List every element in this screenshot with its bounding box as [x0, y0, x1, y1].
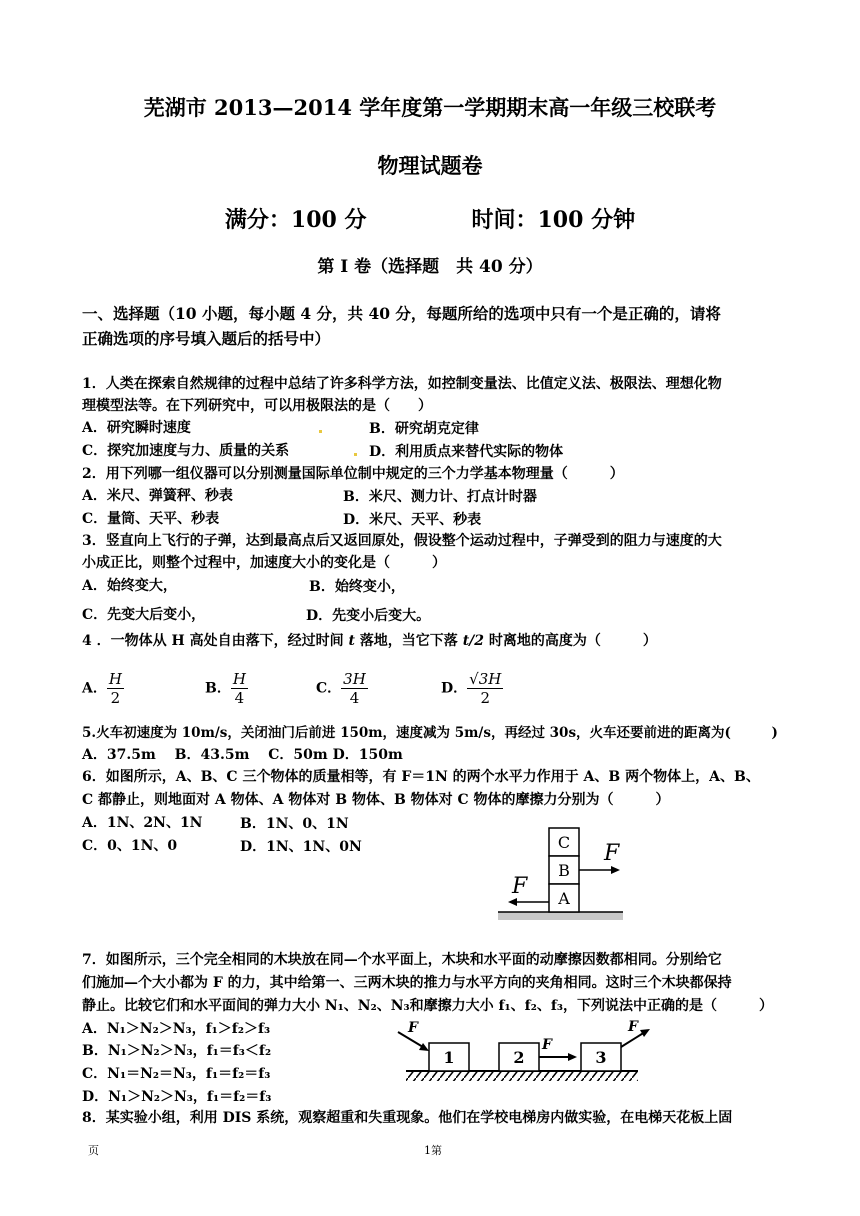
- q3-stem-2: 小成正比，则整个过程中，加速度大小的变化是（ ）: [82, 555, 446, 571]
- q7-stem-1: 7．如图所示，三个完全相同的木块放在同—个水平面上，木块和水平面的动摩擦因数都相同。分别给它: [82, 952, 722, 968]
- ground-hatch: [406, 1071, 638, 1081]
- q1-option-c: C．探究加速度与力、质量的关系: [82, 443, 290, 459]
- q2-option-c: C．量筒、天平、秒表: [82, 511, 220, 527]
- q6-option-a: A．1N、2N、1N: [82, 815, 203, 831]
- section-instruction-1: 一、选择题（10 小题，每小题 4 分，共 40 分，每题所给的选项中只有一个是正确的，请将: [82, 304, 721, 323]
- stray-dot: [354, 453, 357, 456]
- page-number: 1第: [424, 1144, 442, 1157]
- exam-meta: [0, 203, 860, 234]
- block-3-label: 3: [595, 1048, 607, 1067]
- q1-option-b: B．研究胡克定律: [369, 421, 479, 437]
- force-arrowhead-1: [419, 1043, 429, 1051]
- full-score: 满分：100 分: [224, 207, 367, 233]
- q6-option-b: B．1N、0、1N: [240, 816, 349, 832]
- force-arrowhead-right: [611, 866, 620, 874]
- stray-dot: [319, 430, 322, 433]
- q8-stem-1: 8．某实验小组，利用 DIS 系统，观察超重和失重现象。他们在学校电梯房内做实验，在电梯天花板上固: [82, 1110, 733, 1126]
- q7-option-c: C．N₁＝N₂＝N₃，f₁＝f₂＝f₃: [82, 1066, 271, 1082]
- q2-stem-1: 2．用下列哪一组仪器可以分别测量国际单位制中规定的三个力学基本物理量（ ）: [82, 466, 624, 482]
- q3-option-c: C．先变大后变小，: [82, 607, 206, 623]
- force-arrowhead-2: [568, 1053, 577, 1061]
- q6-option-d: D．1N、1N、0N: [240, 839, 362, 855]
- force-label-top: F: [604, 841, 620, 866]
- q3-option-d: D．先变小后变大。: [306, 608, 431, 624]
- q1-option-d: D．利用质点来替代实际的物体: [369, 444, 564, 460]
- q1-stem-2: 理模型法等。在下列研究中，可以用极限法的是（ ）: [82, 398, 432, 414]
- q3-option-a: A．始终变大，: [82, 578, 177, 594]
- block-b-label: B: [558, 861, 570, 880]
- q4-option-c: C． $\frac{3H}{4}$: [316, 670, 366, 707]
- q4-stem: 4 ．一物体从 H 高处自由落下，经过时间 t 落地，当它下落 t/2 时离地的高度为（ ）: [82, 633, 657, 649]
- block-c-label: C: [557, 833, 571, 852]
- q7-stem-3: 静止。比较它们和水平面间的弹力大小 N₁、N₂、N₃和摩擦力大小 f₁、f₂、f₃，下列说法中正确的是（ ）: [82, 998, 773, 1014]
- q1-option-a: A．研究瞬时速度: [82, 420, 191, 436]
- force-label-bottom: F: [512, 874, 528, 899]
- q6-option-c: C．0、1N、0: [82, 838, 178, 854]
- force-label-2: F: [542, 1037, 552, 1053]
- q4-option-a: A． $\frac{H}{2}$: [82, 670, 122, 707]
- exam-subject: 物理试题卷: [377, 153, 483, 178]
- q6-stem-2: C 都静止，则地面对 A 物体、A 物体对 B 物体、B 物体对 C 物体的摩擦力分别为（ ）: [82, 792, 670, 808]
- q5-stem: 5.火车初速度为 10m/s，关闭油门后前进 150m，速度减为 5m/s，再经过 30s，火车还要前进的距离为( ): [82, 725, 778, 741]
- section-instruction-2: 正确选项的序号填入题后的括号中）: [82, 329, 331, 348]
- ground: [498, 912, 623, 920]
- force-arrowhead-left: [508, 898, 517, 906]
- q5-options: A．37.5m B．43.5m C．50m D．150m: [82, 747, 403, 763]
- q4-option-d: D． $\frac{√3H}{2}$: [441, 670, 502, 707]
- q2-option-d: D．米尺、天平、秒表: [343, 512, 482, 528]
- q2-option-a: A．米尺、弹簧秤、秒表: [82, 488, 233, 504]
- block-1-label: 1: [443, 1048, 455, 1067]
- q3-option-b: B．始终变小，: [309, 579, 405, 595]
- q2-option-b: B．米尺、测力计、打点计时器: [343, 489, 537, 505]
- q7-option-a: A．N₁＞N₂＞N₃，f₁＞f₂＞f₃: [82, 1021, 271, 1037]
- force-label-3: F: [628, 1019, 638, 1035]
- q7-option-b: B．N₁＞N₂＞N₃，f₁＝f₃＜f₂: [82, 1043, 272, 1059]
- block-a-label: A: [558, 889, 570, 908]
- q7-option-d: D．N₁＞N₂＞N₃，f₁＝f₂＝f₃: [82, 1089, 272, 1105]
- exam-title: 芜湖市 2013—2014 学年度第一学期期末高一年级三校联考: [143, 95, 717, 120]
- exam-time: 时间：100 分钟: [471, 207, 636, 233]
- q3-stem-1: 3．竖直向上飞行的子弹，达到最高点后又返回原处，假设整个运动过程中，子弹受到的阻力与速度的大: [82, 533, 722, 549]
- footer-left: 页: [88, 1144, 99, 1157]
- q1-stem-1: 1．人类在探索自然规律的过程中总结了许多科学方法，如控制变量法、比值定义法、极限法、理想化物: [82, 376, 722, 392]
- part-title: 第 I 卷（选择题 共 40 分）: [317, 257, 543, 277]
- block-2-label: 2: [513, 1048, 525, 1067]
- force-label-1: F: [408, 1020, 418, 1036]
- q4-option-b: B． $\frac{H}{4}$: [205, 670, 246, 707]
- q6-blocks-figure: [490, 818, 630, 930]
- q7-blocks-figure: [392, 1018, 652, 1086]
- force-arrowhead-3: [640, 1029, 650, 1037]
- q7-stem-2: 们施加—个大小都为 F 的力，其中给第一、三两木块的推力与水平方向的夹角相同。这时三个木块都保持: [82, 975, 732, 991]
- q6-stem-1: 6．如图所示，A、B、C 三个物体的质量相等，有 F＝1N 的两个水平力作用于 A、B 两个物体上，A、B、: [82, 769, 760, 785]
